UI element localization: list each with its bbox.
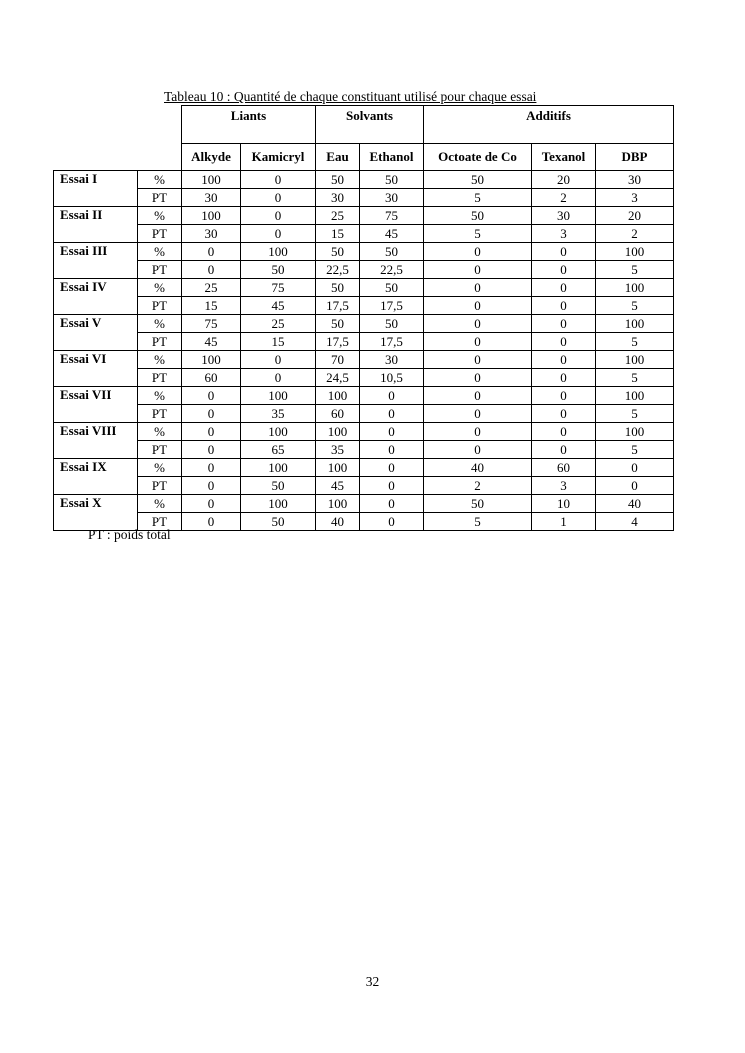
table-cell: 30 <box>182 189 241 207</box>
column-header: Ethanol <box>360 144 424 171</box>
column-header: Alkyde <box>182 144 241 171</box>
column-header: Texanol <box>532 144 596 171</box>
table-row <box>54 495 674 513</box>
corner-cell <box>54 106 182 171</box>
table-cell: 17,5 <box>316 333 360 351</box>
row-unit-label: PT <box>138 405 182 423</box>
table-cell: 10,5 <box>360 369 424 387</box>
table-cell: 0 <box>424 333 532 351</box>
table-cell: 2 <box>424 477 532 495</box>
table-cell: 3 <box>532 225 596 243</box>
table-row <box>54 225 674 243</box>
table-cell: 5 <box>596 297 674 315</box>
table-cell: 30 <box>182 225 241 243</box>
essai-label: Essai VII <box>54 387 138 423</box>
table-cell: 60 <box>316 405 360 423</box>
table-cell: 30 <box>596 171 674 189</box>
table-cell: 3 <box>596 189 674 207</box>
essai-label: Essai IV <box>54 279 138 315</box>
table-row <box>54 459 674 477</box>
table-cell: 0 <box>596 459 674 477</box>
table-cell: 17,5 <box>360 333 424 351</box>
table-cell: 5 <box>596 441 674 459</box>
table-cell: 0 <box>424 441 532 459</box>
row-unit-label: % <box>138 495 182 513</box>
table-cell: 45 <box>182 333 241 351</box>
row-unit-label: % <box>138 171 182 189</box>
data-table <box>53 105 674 531</box>
table-cell: 5 <box>424 225 532 243</box>
table-cell: 100 <box>316 387 360 405</box>
table-row <box>54 279 674 297</box>
table-cell: 60 <box>532 459 596 477</box>
table-cell: 50 <box>360 171 424 189</box>
column-header: Eau <box>316 144 360 171</box>
table-cell: 0 <box>182 261 241 279</box>
table-cell: 100 <box>316 495 360 513</box>
table-cell: 50 <box>316 171 360 189</box>
table-cell: 100 <box>596 279 674 297</box>
table-cell: 100 <box>241 387 316 405</box>
table-cell: 0 <box>360 459 424 477</box>
table-cell: 5 <box>596 261 674 279</box>
row-unit-label: % <box>138 243 182 261</box>
table-cell: 0 <box>532 405 596 423</box>
row-unit-label: % <box>138 387 182 405</box>
table-row <box>54 387 674 405</box>
table-cell: 40 <box>316 513 360 531</box>
table-row <box>54 315 674 333</box>
table-cell: 0 <box>241 225 316 243</box>
table-cell: 0 <box>532 261 596 279</box>
table-cell: 60 <box>182 369 241 387</box>
table-cell: 25 <box>241 315 316 333</box>
essai-label: Essai X <box>54 495 138 531</box>
table-caption: Tableau 10 : Quantité de chaque constituant utilisé pour chaque essai <box>164 89 537 104</box>
table-row <box>54 351 674 369</box>
table-cell: 0 <box>424 297 532 315</box>
table-cell: 20 <box>532 171 596 189</box>
table-cell: 0 <box>241 369 316 387</box>
table-cell: 30 <box>316 189 360 207</box>
column-header: Octoate de Co <box>424 144 532 171</box>
table-cell: 75 <box>360 207 424 225</box>
table-cell: 50 <box>241 261 316 279</box>
table-cell: 0 <box>532 315 596 333</box>
table-cell: 35 <box>316 441 360 459</box>
table-cell: 0 <box>424 261 532 279</box>
table-cell: 40 <box>596 495 674 513</box>
table-row <box>54 423 674 441</box>
table-row <box>54 477 674 495</box>
table-cell: 0 <box>532 423 596 441</box>
table-cell: 4 <box>596 513 674 531</box>
table-cell: 0 <box>424 279 532 297</box>
essai-label: Essai II <box>54 207 138 243</box>
group-header-liants: Liants <box>182 106 316 144</box>
table-cell: 0 <box>182 441 241 459</box>
table-cell: 50 <box>424 207 532 225</box>
table-cell: 0 <box>241 351 316 369</box>
table-cell: 2 <box>532 189 596 207</box>
table-cell: 65 <box>241 441 316 459</box>
table-cell: 0 <box>424 351 532 369</box>
row-unit-label: % <box>138 459 182 477</box>
table-cell: 100 <box>596 423 674 441</box>
table-cell: 50 <box>360 279 424 297</box>
table-cell: 100 <box>596 351 674 369</box>
table-row <box>54 333 674 351</box>
table-cell: 50 <box>241 477 316 495</box>
table-cell: 17,5 <box>316 297 360 315</box>
row-unit-label: % <box>138 315 182 333</box>
table-cell: 0 <box>360 495 424 513</box>
table-cell: 0 <box>532 333 596 351</box>
table-cell: 30 <box>360 189 424 207</box>
table-row <box>54 405 674 423</box>
table-cell: 0 <box>241 171 316 189</box>
table-cell: 0 <box>360 441 424 459</box>
table-cell: 0 <box>182 243 241 261</box>
table-row <box>54 441 674 459</box>
table-cell: 0 <box>532 351 596 369</box>
table-cell: 0 <box>360 513 424 531</box>
table-cell: 0 <box>241 189 316 207</box>
table-cell: 0 <box>182 387 241 405</box>
table-cell: 0 <box>532 369 596 387</box>
row-unit-label: PT <box>138 333 182 351</box>
table-cell: 50 <box>316 279 360 297</box>
group-header-additifs: Additifs <box>424 106 674 144</box>
row-unit-label: PT <box>138 513 182 531</box>
table-cell: 0 <box>360 387 424 405</box>
table-cell: 50 <box>360 243 424 261</box>
table-cell: 100 <box>182 207 241 225</box>
table-row <box>54 171 674 189</box>
table-cell: 22,5 <box>360 261 424 279</box>
table-cell: 0 <box>532 387 596 405</box>
table-row <box>54 243 674 261</box>
row-unit-label: % <box>138 207 182 225</box>
row-unit-label: PT <box>138 261 182 279</box>
table-cell: 0 <box>532 297 596 315</box>
table-cell: 50 <box>316 243 360 261</box>
essai-label: Essai VIII <box>54 423 138 459</box>
table-cell: 15 <box>241 333 316 351</box>
table-cell: 0 <box>424 243 532 261</box>
table-cell: 75 <box>182 315 241 333</box>
table-cell: 50 <box>424 171 532 189</box>
table-cell: 5 <box>596 333 674 351</box>
table-cell: 0 <box>360 477 424 495</box>
table-row <box>54 261 674 279</box>
table-cell: 0 <box>532 441 596 459</box>
table-cell: 15 <box>182 297 241 315</box>
table-cell: 30 <box>360 351 424 369</box>
table-cell: 100 <box>182 351 241 369</box>
table-cell: 1 <box>532 513 596 531</box>
table-cell: 40 <box>424 459 532 477</box>
table-cell: 17,5 <box>360 297 424 315</box>
row-unit-label: PT <box>138 189 182 207</box>
table-row <box>54 207 674 225</box>
table-cell: 24,5 <box>316 369 360 387</box>
table-cell: 0 <box>360 405 424 423</box>
table-cell: 25 <box>316 207 360 225</box>
table-cell: 30 <box>532 207 596 225</box>
essai-label: Essai I <box>54 171 138 207</box>
row-unit-label: % <box>138 351 182 369</box>
table-cell: 100 <box>241 495 316 513</box>
table-cell: 100 <box>182 171 241 189</box>
page-number: 32 <box>365 974 380 989</box>
table-cell: 100 <box>241 243 316 261</box>
table-cell: 50 <box>360 315 424 333</box>
row-unit-label: % <box>138 279 182 297</box>
row-unit-label: PT <box>138 297 182 315</box>
table-cell: 0 <box>424 387 532 405</box>
table-cell: 5 <box>424 189 532 207</box>
essai-label: Essai III <box>54 243 138 279</box>
table-cell: 5 <box>596 369 674 387</box>
table-row <box>54 297 674 315</box>
table-cell: 100 <box>241 459 316 477</box>
table-cell: 100 <box>596 387 674 405</box>
table-cell: 0 <box>182 495 241 513</box>
column-header: Kamicryl <box>241 144 316 171</box>
table-cell: 22,5 <box>316 261 360 279</box>
row-unit-label: PT <box>138 441 182 459</box>
table-cell: 0 <box>532 279 596 297</box>
table-cell: 100 <box>241 423 316 441</box>
row-unit-label: % <box>138 423 182 441</box>
table-cell: 45 <box>316 477 360 495</box>
table-cell: 15 <box>316 225 360 243</box>
table-cell: 0 <box>241 207 316 225</box>
table-cell: 100 <box>316 459 360 477</box>
table-cell: 0 <box>182 405 241 423</box>
table-cell: 3 <box>532 477 596 495</box>
row-unit-label: PT <box>138 369 182 387</box>
table-cell: 5 <box>596 405 674 423</box>
essai-label: Essai VI <box>54 351 138 387</box>
table-cell: 10 <box>532 495 596 513</box>
table-cell: 50 <box>241 513 316 531</box>
table-cell: 20 <box>596 207 674 225</box>
essai-label: Essai V <box>54 315 138 351</box>
table-cell: 50 <box>316 315 360 333</box>
table-cell: 25 <box>182 279 241 297</box>
table-cell: 0 <box>182 459 241 477</box>
table-cell: 0 <box>532 243 596 261</box>
table-cell: 5 <box>424 513 532 531</box>
table-cell: 0 <box>182 477 241 495</box>
table-cell: 0 <box>424 405 532 423</box>
essai-label: Essai IX <box>54 459 138 495</box>
table-cell: 100 <box>596 315 674 333</box>
row-unit-label: PT <box>138 477 182 495</box>
footnote: PT : poids total <box>88 527 171 542</box>
table-cell: 35 <box>241 405 316 423</box>
table-cell: 0 <box>424 423 532 441</box>
table-cell: 0 <box>182 513 241 531</box>
table-row <box>54 369 674 387</box>
table-cell: 100 <box>596 243 674 261</box>
table-cell: 0 <box>182 423 241 441</box>
table-cell: 50 <box>424 495 532 513</box>
table-cell: 100 <box>316 423 360 441</box>
group-header-solvants: Solvants <box>316 106 424 144</box>
table-cell: 45 <box>241 297 316 315</box>
column-header: DBP <box>596 144 674 171</box>
table-cell: 2 <box>596 225 674 243</box>
table-cell: 75 <box>241 279 316 297</box>
table-cell: 0 <box>360 423 424 441</box>
table-cell: 0 <box>424 369 532 387</box>
table-cell: 45 <box>360 225 424 243</box>
table-body <box>54 171 674 531</box>
table-row <box>54 189 674 207</box>
row-unit-label: PT <box>138 225 182 243</box>
table-cell: 0 <box>596 477 674 495</box>
table-cell: 70 <box>316 351 360 369</box>
table-cell: 0 <box>424 315 532 333</box>
